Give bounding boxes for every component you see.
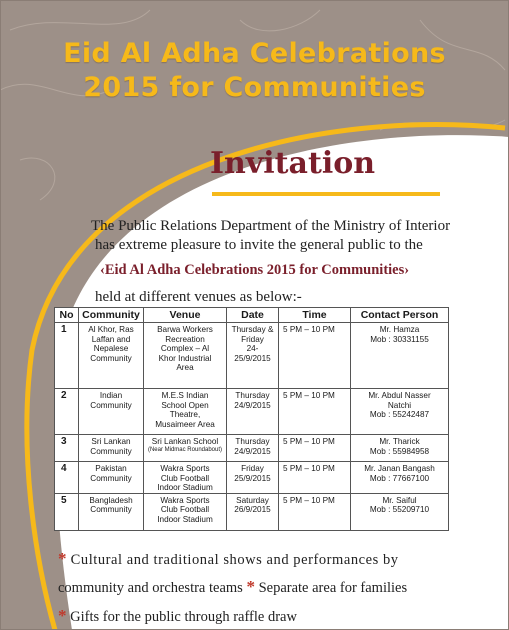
- contact-line: Mr. Abdul Nasser: [368, 391, 431, 400]
- contact-line: Mob : 55984958: [369, 446, 430, 456]
- community-line: Pakistan: [95, 464, 127, 473]
- cell-time: 5 PM – 10 PM: [279, 462, 351, 494]
- heading-line-2: 2015 for Communities: [83, 72, 426, 103]
- highlight-text: Separate area for families: [254, 580, 408, 596]
- cell-no: 3: [55, 435, 79, 462]
- date-line: Friday: [241, 334, 264, 344]
- table-row: [55, 435, 449, 462]
- cell-contact-person: [351, 462, 449, 494]
- community-line: Community: [90, 473, 132, 483]
- highlight-line-1: [58, 550, 399, 568]
- contact-line: Mr. Hamza: [379, 325, 420, 334]
- venue-line: Recreation: [165, 334, 205, 344]
- venue-line: Club Football: [160, 473, 210, 483]
- header-time: Time: [279, 308, 351, 323]
- date-line: Thursday &: [231, 325, 274, 334]
- date-line: Saturday: [236, 495, 269, 505]
- cell-venue: [144, 462, 227, 494]
- header-no: No: [55, 308, 79, 323]
- cell-contact-person: [351, 435, 449, 462]
- venue-note: (Near Midmac Roundabout): [147, 446, 223, 453]
- cell-community: [79, 493, 144, 530]
- venue-line: Indoor Stadium: [157, 514, 213, 524]
- cell-date: [227, 462, 279, 494]
- venue-line: Musaimeer Area: [155, 419, 215, 429]
- highlight-line-2: [58, 578, 407, 596]
- cell-time: 5 PM – 10 PM: [279, 323, 351, 389]
- date-line: Thursday: [235, 391, 270, 400]
- table-header-row: [55, 308, 449, 323]
- community-line: Community: [90, 353, 132, 363]
- header-community: Community: [79, 308, 144, 323]
- contact-line: Mob : 77667100: [369, 473, 430, 483]
- highlight-text: community and orchestra teams: [58, 580, 247, 596]
- cell-venue: [144, 493, 227, 530]
- cell-time: 5 PM – 10 PM: [279, 389, 351, 435]
- cell-no: 4: [55, 462, 79, 494]
- invitation-title: Invitation: [210, 146, 376, 181]
- cell-date: [227, 435, 279, 462]
- contact-line: Mob : 55242487: [369, 410, 430, 420]
- cell-community: [79, 389, 144, 435]
- venue-line: School Open: [161, 400, 209, 410]
- bullet-star-icon: *: [58, 606, 67, 625]
- cell-no: 5: [55, 493, 79, 530]
- date-line: 24/9/2015: [234, 446, 271, 456]
- venue-line: Wakra Sports: [160, 495, 210, 505]
- venue-line: Wakra Sports: [160, 464, 210, 473]
- bullet-star-icon: *: [58, 549, 67, 568]
- venue-line: Barwa Workers: [157, 325, 213, 334]
- community-line: Community: [90, 400, 132, 410]
- heading-line-1: Eid Al Adha Celebrations: [63, 38, 446, 69]
- cell-venue: [144, 435, 227, 462]
- cell-date: [227, 323, 279, 389]
- header-date: Date: [227, 308, 279, 323]
- venue-line: Area: [176, 363, 194, 373]
- cell-no: 2: [55, 389, 79, 435]
- cell-venue: [144, 323, 227, 389]
- cell-community: [79, 323, 144, 389]
- cell-date: [227, 493, 279, 530]
- community-line: Nepalese: [93, 344, 129, 354]
- highlight-text: Cultural and traditional shows and performances by: [66, 552, 399, 568]
- community-line: Community: [90, 505, 132, 515]
- table-row: [55, 462, 449, 494]
- contact-line: Mob : 30331155: [370, 334, 429, 344]
- header-contact-person: Contact Person: [351, 308, 449, 323]
- cell-contact-person: [351, 493, 449, 530]
- intro-line-1: The Public Relations Department of the Ministry of Interior: [91, 218, 451, 234]
- venues-table: [54, 307, 449, 531]
- date-line: Thursday: [235, 437, 270, 446]
- cell-time: 5 PM – 10 PM: [279, 435, 351, 462]
- community-line: Al Khor, Ras: [88, 325, 134, 334]
- highlight-text: Gifts for the public through raffle draw: [66, 609, 297, 625]
- venue-line: Khor Industrial: [158, 353, 212, 363]
- cell-no: 1: [55, 323, 79, 389]
- cell-community: [79, 435, 144, 462]
- table-row: [55, 389, 449, 435]
- date-line: 26/9/2015: [234, 505, 271, 515]
- cell-time: 5 PM – 10 PM: [279, 493, 351, 530]
- title-underline: [212, 192, 440, 196]
- contact-line: Mr. Saiful: [382, 495, 417, 505]
- community-line: Laffan and: [91, 334, 131, 344]
- cell-contact-person: [351, 323, 449, 389]
- highlight-line-3: [58, 607, 297, 625]
- contact-line: Natchi: [387, 400, 412, 410]
- contact-line: Mr. Janan Bangash: [364, 464, 435, 473]
- community-line: Sri Lankan: [91, 437, 131, 446]
- venue-line: Theatre,: [169, 410, 201, 420]
- venue-line: Club Football: [160, 505, 210, 515]
- venue-line: Sri Lankan School: [151, 437, 219, 446]
- table-row: [55, 493, 449, 530]
- cell-date: [227, 389, 279, 435]
- date-line: 24/9/2015: [234, 400, 271, 410]
- date-line: 25/9/2015: [234, 473, 271, 483]
- community-line: Indian: [99, 391, 123, 400]
- contact-line: Mob : 55209710: [369, 505, 430, 515]
- table-row: [55, 323, 449, 389]
- contact-line: Mr. Tharick: [379, 437, 420, 446]
- bullet-star-icon: *: [246, 577, 255, 596]
- community-line: Bangladesh: [89, 495, 133, 505]
- venue-line: Complex – Al: [160, 344, 210, 354]
- cell-contact-person: [351, 389, 449, 435]
- date-line: 24-: [246, 344, 259, 354]
- cell-community: [79, 462, 144, 494]
- header-venue: Venue: [144, 308, 227, 323]
- date-line: Friday: [241, 464, 264, 473]
- intro-line-2: has extreme pleasure to invite the general public to the: [95, 237, 423, 253]
- venue-line: Indoor Stadium: [157, 483, 213, 493]
- event-name: ‹Eid Al Adha Celebrations 2015 for Communities›: [100, 262, 410, 278]
- cell-venue: [144, 389, 227, 435]
- venues-intro: held at different venues as below:-: [95, 289, 302, 305]
- date-line: 25/9/2015: [234, 353, 271, 363]
- community-line: Community: [90, 446, 132, 456]
- venue-line: M.E.S Indian: [161, 391, 209, 400]
